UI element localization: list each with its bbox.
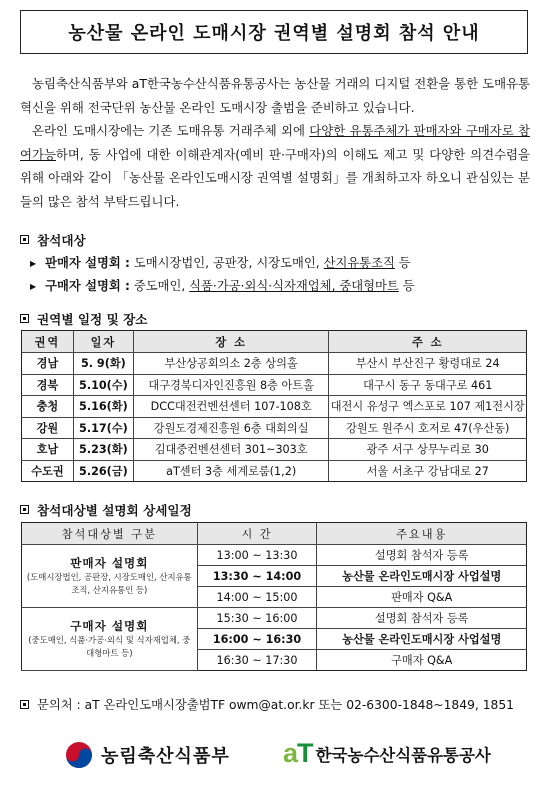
column-header: 시 간	[197, 523, 317, 545]
time-cell: 14:00 ~ 15:00	[197, 587, 317, 608]
group-subtitle: (중도매인, 식품·가공·외식 및 식자재업체, 중대형마트 등)	[28, 635, 191, 658]
buyer-label: 구매자 설명회 :	[45, 279, 130, 293]
column-header: 주 소	[329, 331, 527, 353]
audience-group-cell	[22, 545, 198, 608]
intro-p2-underline: 다양한 유통주체가 판매자와 구매자로 참여가능	[20, 123, 530, 162]
intro-p2-end: 하며, 동 사업에 대한 이해관계자(예비 판·구매자)의 이해도 제고 및 다양한 의견수렴을 위해 아래와 같이 「농산물 온라인도매시장 권역별 설명회」를 개최하고자 하오니 관심있는 분들의 많은 참석 부탁드립니다.	[20, 146, 530, 209]
region-cell: 강원	[22, 417, 74, 439]
content-cell: 설명회 참석자 등록	[317, 608, 527, 629]
schedule-table	[21, 330, 527, 482]
intro-text	[20, 72, 530, 213]
at-logo	[283, 738, 491, 769]
taegeuk-emblem-icon	[64, 740, 94, 770]
at-mark-t: T	[297, 738, 313, 768]
square-bullet-icon	[20, 235, 29, 244]
column-header: 주요내용	[317, 523, 527, 545]
column-header: 장 소	[133, 331, 329, 353]
table-row	[22, 460, 527, 482]
targets-list	[30, 252, 415, 298]
address-cell: 광주 서구 상무누리로 30	[329, 439, 527, 461]
column-header: 참석대상별 구분	[22, 523, 198, 545]
section-heading-schedule	[20, 309, 147, 328]
time-cell: 13:00 ~ 13:30	[197, 545, 317, 566]
ministry-name: 농림축산식품부	[101, 746, 230, 767]
content-cell: 판매자 Q&A	[317, 587, 527, 608]
table-row	[22, 545, 527, 566]
content-cell: 구매자 Q&A	[317, 650, 527, 671]
section-heading-label: 권역별 일정 및 장소	[37, 312, 148, 327]
intro-paragraph-1: 농림축산식품부와 aT한국농수산식품유통공사는 농산물 거래의 디지털 전환을 통한 도매유통 혁신을 위해 전국단위 농산물 온라인 도매시장 출범을 준비하고 있습니다.	[20, 76, 530, 115]
table-row	[22, 374, 527, 396]
column-header: 권역	[22, 331, 74, 353]
date-cell: 5.17(수)	[73, 417, 133, 439]
venue-cell: 부산상공회의소 2층 상의홀	[133, 353, 329, 375]
content-cell: 설명회 참석자 등록	[317, 545, 527, 566]
table-row	[22, 439, 527, 461]
region-cell: 충청	[22, 396, 74, 418]
date-cell: 5.26(금)	[73, 460, 133, 482]
region-cell: 경북	[22, 374, 74, 396]
seller-tail: 등	[394, 256, 411, 270]
date-cell: 5.16(화)	[73, 396, 133, 418]
at-org-name: 한국농수산식품유통공사	[315, 745, 491, 765]
group-title: 구매자 설명회	[70, 619, 149, 633]
address-cell: 부산시 부산진구 황령대로 24	[329, 353, 527, 375]
seller-text: 도매시장법인, 공판장, 시장도매인,	[129, 256, 324, 270]
buyer-text: 중도매인,	[129, 279, 190, 293]
ministry-logo	[64, 740, 230, 770]
buyer-tail: 등	[398, 279, 415, 293]
square-bullet-icon	[20, 314, 29, 323]
at-mark	[283, 738, 313, 769]
section-heading-detail	[20, 500, 192, 519]
section-heading-label: 참석대상별 설명회 상세일정	[37, 503, 192, 518]
address-cell: 대전시 유성구 엑스포로 107 제1전시장	[329, 396, 527, 418]
address-cell: 강원도 원주시 호저로 47(우산동)	[329, 417, 527, 439]
date-cell: 5. 9(화)	[73, 353, 133, 375]
venue-cell: aT센터 3층 세계로룸(1,2)	[133, 460, 329, 482]
list-item-seller	[30, 252, 415, 275]
section-heading-targets	[20, 230, 86, 249]
contact-info	[20, 695, 514, 713]
intro-p2-start: 온라인 도매시장에는 기존 도매유통 거래주체 외에	[32, 123, 310, 138]
date-cell: 5.10(수)	[73, 374, 133, 396]
venue-cell: 대구경북디자인진흥원 8층 아트홀	[133, 374, 329, 396]
address-cell: 서울 서초구 강남대로 27	[329, 460, 527, 482]
group-title: 판매자 설명회	[70, 556, 149, 570]
table-row	[22, 608, 527, 629]
venue-cell: 강원도경제진흥원 6층 대회의실	[133, 417, 329, 439]
region-cell: 경남	[22, 353, 74, 375]
table-row	[22, 417, 527, 439]
audience-group-cell	[22, 608, 198, 671]
list-item-buyer	[30, 275, 415, 298]
triangle-bullet-icon: ▶	[30, 259, 37, 268]
contact-text: 문의처 : aT 온라인도매시장출범TF owm@at.or.kr 또는 02-6300-1848~1849, 1851	[37, 698, 515, 712]
date-cell: 5.23(화)	[73, 439, 133, 461]
time-cell: 15:30 ~ 16:00	[197, 608, 317, 629]
section-heading-label: 참석대상	[37, 233, 86, 248]
region-cell: 수도권	[22, 460, 74, 482]
triangle-bullet-icon: ▶	[30, 282, 37, 291]
intro-paragraph-2	[20, 119, 530, 213]
table-header-row	[22, 331, 527, 353]
venue-cell: 김대중컨벤션센터 301~303호	[133, 439, 329, 461]
seller-label: 판매자 설명회 :	[45, 256, 130, 270]
time-cell: 13:30 ~ 14:00	[197, 566, 317, 587]
venue-cell: DCC대전컨벤션센터 107-108호	[133, 396, 329, 418]
table-row	[22, 396, 527, 418]
table-row	[22, 353, 527, 375]
region-cell: 호남	[22, 439, 74, 461]
square-bullet-icon	[20, 700, 29, 709]
address-cell: 대구시 동구 동대구로 461	[329, 374, 527, 396]
content-cell: 농산물 온라인도매시장 사업설명	[317, 629, 527, 650]
time-cell: 16:00 ~ 16:30	[197, 629, 317, 650]
buyer-underline: 식품·가공·외식·식자재업체, 중대형마트	[189, 279, 399, 293]
at-mark-a: a	[283, 738, 298, 768]
square-bullet-icon	[20, 505, 29, 514]
page-title: 농산물 온라인 도매시장 권역별 설명회 참석 안내	[20, 10, 528, 54]
seller-underline: 산지유통조직	[323, 256, 395, 270]
detail-table	[21, 522, 527, 671]
table-header-row	[22, 523, 527, 545]
time-cell: 16:30 ~ 17:30	[197, 650, 317, 671]
group-subtitle: (도매시장법인, 공판장, 시장도매인, 산지유통조직, 산지유통인 등)	[26, 572, 192, 595]
contact-bullet	[20, 700, 37, 709]
content-cell: 농산물 온라인도매시장 사업설명	[317, 566, 527, 587]
column-header: 일자	[73, 331, 133, 353]
